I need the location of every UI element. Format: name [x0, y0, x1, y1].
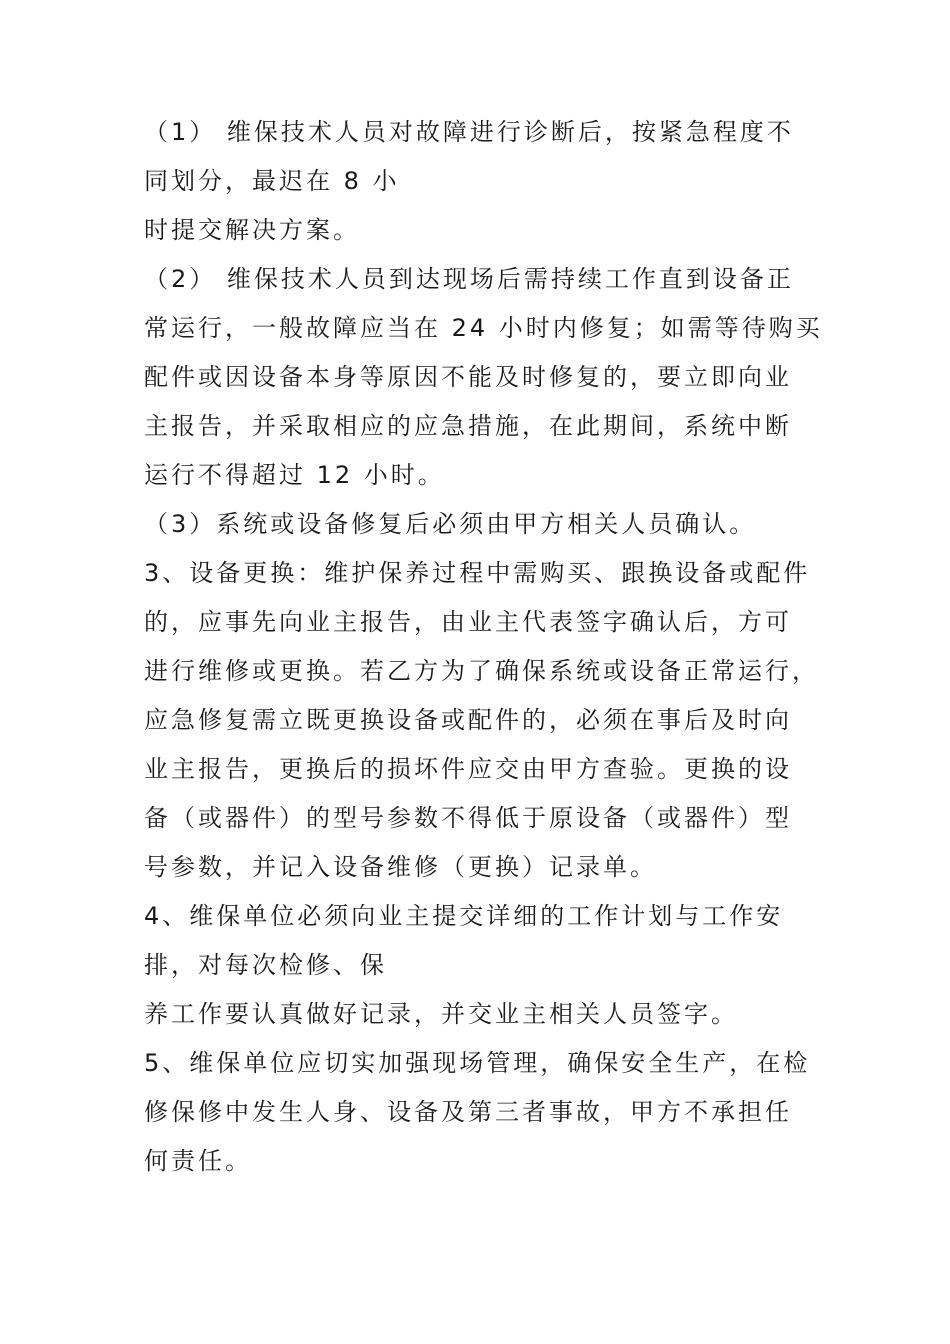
text-line: 应急修复需立既更换设备或配件的，必须在事后及时向	[144, 706, 792, 734]
text-line: 业主报告，更换后的损坏件应交由甲方查验。更换的设	[144, 755, 792, 783]
text-line: 配件或因设备本身等原因不能及时修复的，要立即向业	[144, 363, 792, 391]
text-line: 排，对每次检修、保	[144, 951, 387, 979]
text-line: （1） 维保技术人员对故障进行诊断后，按紧急程度不	[144, 118, 794, 146]
text-line: 修保修中发生人身、设备及第三者事故，甲方不承担任	[144, 1098, 792, 1126]
text-line: 的，应事先向业主报告，由业主代表签字确认后，方可	[144, 608, 792, 636]
text-line: （3）系统或设备修复后必须由甲方相关人员确认。	[144, 510, 757, 538]
text-line: 5、维保单位应切实加强现场管理，确保安全生产，在检	[144, 1049, 811, 1077]
text-line: 同划分，最迟在 8 小	[144, 167, 400, 195]
text-line: 运行不得超过 12 小时。	[144, 461, 445, 489]
text-line: 何责任。	[144, 1147, 252, 1175]
text-line: 时提交解决方案。	[144, 216, 360, 244]
text-line: 养工作要认真做好记录，并交业主相关人员签字。	[144, 1000, 738, 1028]
text-line: 备（或器件）的型号参数不得低于原设备（或器件）型	[144, 804, 792, 832]
text-line: 号参数，并记入设备维修（更换）记录单。	[144, 853, 657, 881]
text-line: （2） 维保技术人员到达现场后需持续工作直到设备正	[144, 265, 794, 293]
text-line: 4、维保单位必须向业主提交详细的工作计划与工作安	[144, 902, 784, 930]
text-line: 3、设备更换：维护保养过程中需购买、跟换设备或配件	[144, 559, 811, 587]
text-line: 进行维修或更换。若乙方为了确保系统或设备正常运行，	[144, 657, 819, 685]
text-line: 主报告，并采取相应的应急措施，在此期间，系统中断	[144, 412, 792, 440]
document-body	[144, 108, 823, 1186]
text-line: 常运行，一般故障应当在 24 小时内修复；如需等待购买	[144, 314, 823, 342]
